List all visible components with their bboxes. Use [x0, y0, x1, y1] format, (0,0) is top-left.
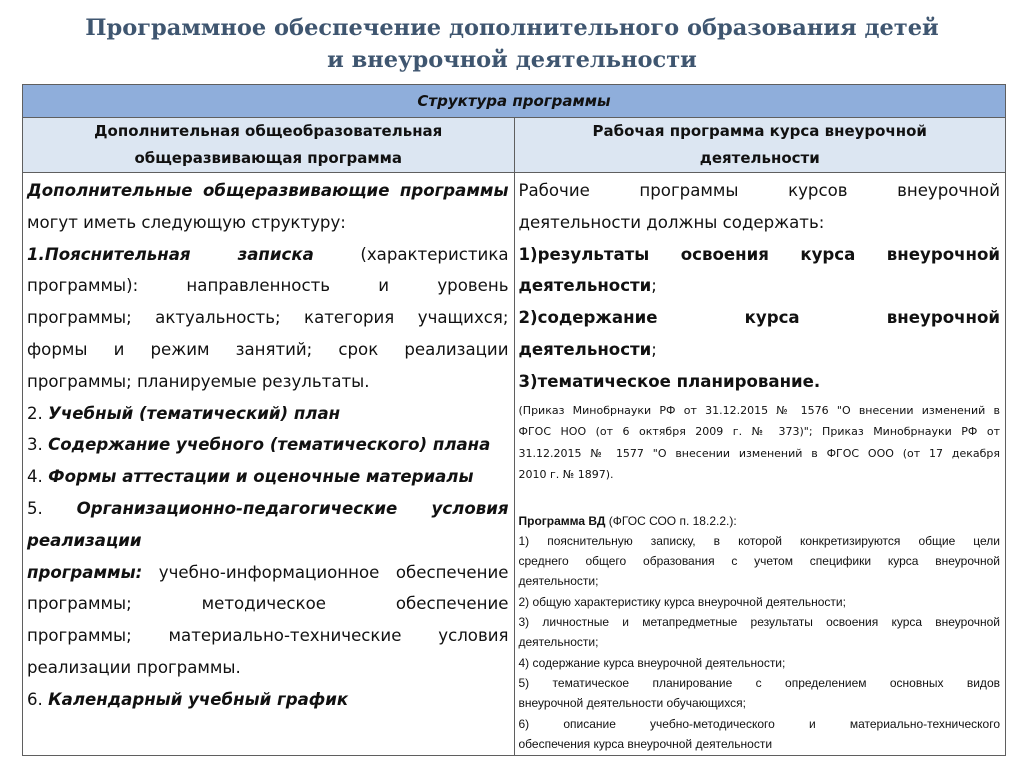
item-1-line: программы; планируемые результаты. — [27, 371, 370, 391]
vd-program-title — [519, 511, 1001, 531]
vd-item-line: среднего общего образования с учетом специфики курса внеурочной — [518, 554, 1000, 569]
vd-item-line: 6) описание учебно-методического и материально-технического — [518, 716, 1000, 731]
left-intro-line: Дополнительные общеразвивающие программы — [27, 181, 509, 200]
vd-program-title-bold: Программа ВД — [518, 513, 606, 528]
item-1-line: программы; актуальность; категория учащихся; — [27, 308, 509, 328]
requirement-3: 3)тематическое планирование. — [518, 371, 821, 391]
program-structure-table — [22, 84, 1006, 756]
vd-item-line: 4) содержание курса внеурочной деятельности; — [518, 655, 786, 670]
page-title — [0, 12, 1024, 76]
column-header-line: общеразвивающая программа — [134, 149, 403, 167]
requirement-2-line: 2)содержание курса внеурочной — [518, 308, 1000, 328]
item-3-title: Содержание учебного (тематического) плана — [48, 435, 491, 455]
order-reference — [519, 400, 1001, 486]
reference-line: (Приказ Минобрнауки РФ от 31.12.2015 № 1576 "О внесении изменений в — [518, 403, 1000, 417]
table-title: Структура программы — [417, 92, 611, 110]
item-5-number: 5. — [27, 498, 77, 518]
item-5-title: Организационно-педагогические условия реализации — [27, 498, 509, 550]
item-5-line: программы; материально-технические условия — [27, 626, 509, 646]
left-content-cell — [23, 173, 515, 756]
column-header-line: Дополнительная общеобразовательная — [94, 122, 443, 140]
right-intro-line: Рабочие программы курсов внеурочной — [518, 181, 1000, 200]
item-6-number: 6. — [27, 689, 49, 709]
table-content-row — [23, 173, 1006, 756]
vd-program-block — [519, 511, 1001, 755]
column-header-row — [23, 118, 1006, 173]
vd-item-line: 1) пояснительную записку, в которой конкретизируются общие цели — [518, 533, 1000, 548]
right-content-cell — [514, 173, 1006, 756]
item-1-line — [27, 239, 509, 271]
vd-item-line: деятельности; — [518, 574, 599, 589]
item-4-number: 4. — [27, 467, 49, 487]
reference-line: ФГОС НОО (от 6 октября 2009 г. № 373)"; Приказ Минобрнауки РФ от — [518, 425, 1000, 439]
item-3-number: 3. — [27, 435, 49, 455]
vd-program-title-rest: (ФГОС СОО п. 18.2.2.): — [605, 513, 737, 528]
item-1-text: (характеристика — [313, 244, 509, 264]
reference-line: 31.12.2015 № 1577 "О внесении изменений в ФГОС ООО (от 17 декабря — [518, 446, 1000, 460]
item-1-line: формы и режим занятий; срок реализации — [27, 339, 509, 359]
vd-item-line: обеспечения курса внеурочной деятельности — [518, 736, 773, 751]
vd-item-line: внеурочной деятельности обучающихся; — [518, 696, 746, 711]
item-5-title: программы: — [27, 562, 143, 582]
reference-line: 2010 г. № 1897). — [518, 468, 614, 482]
requirement-2-punct: ; — [651, 339, 657, 359]
item-5-line: программы; методическое обеспечение — [27, 594, 509, 614]
column-header-line: деятельности — [699, 149, 820, 167]
item-5-text: учебно-информационное обеспечение — [142, 562, 509, 582]
requirement-2-line — [519, 334, 1001, 366]
requirement-1-line — [519, 270, 1001, 302]
item-5-line: реализации программы. — [27, 657, 241, 677]
column-header-additional-program — [23, 118, 515, 173]
right-intro-line: деятельности должны содержать: — [518, 212, 825, 232]
table-title-row — [23, 85, 1006, 118]
vd-item-line: 2) общую характеристику курса внеурочной деятельности; — [518, 594, 846, 609]
table-title-cell — [23, 85, 1006, 118]
item-2-number: 2. — [27, 403, 49, 423]
item-3 — [27, 429, 509, 461]
vd-item-line: деятельности; — [518, 635, 599, 650]
title-line-1: Программное обеспечение дополнительного образования детей — [85, 15, 939, 41]
title-line-2: и внеурочной деятельности — [327, 47, 697, 73]
requirement-1-text: деятельности — [518, 276, 652, 296]
item-6 — [27, 684, 509, 716]
vd-item-line: 5) тематическое планирование с определением основных видов — [518, 675, 1000, 690]
requirement-2-text: деятельности — [518, 339, 652, 359]
item-5-line — [27, 493, 509, 557]
column-header-work-program — [514, 118, 1006, 173]
requirement-1-punct: ; — [651, 276, 657, 296]
column-header-line: Рабочая программа курса внеурочной — [592, 122, 927, 140]
item-2-title: Учебный (тематический) план — [48, 403, 341, 423]
item-5-line — [27, 557, 509, 589]
item-4-title: Формы аттестации и оценочные материалы — [48, 467, 474, 487]
left-intro-line: могут иметь следующую структуру: — [27, 212, 346, 232]
item-2 — [27, 398, 509, 430]
item-4 — [27, 461, 509, 493]
item-1-line: программы): направленность и уровень — [27, 276, 509, 296]
vd-item-line: 3) личностные и метапредметные результаты освоения курса внеурочной — [518, 615, 1000, 630]
item-1-title: 1.Пояснительная записка — [27, 244, 314, 264]
requirement-1-line: 1)результаты освоения курса внеурочной — [518, 244, 1000, 264]
item-6-title: Календарный учебный график — [48, 689, 349, 709]
